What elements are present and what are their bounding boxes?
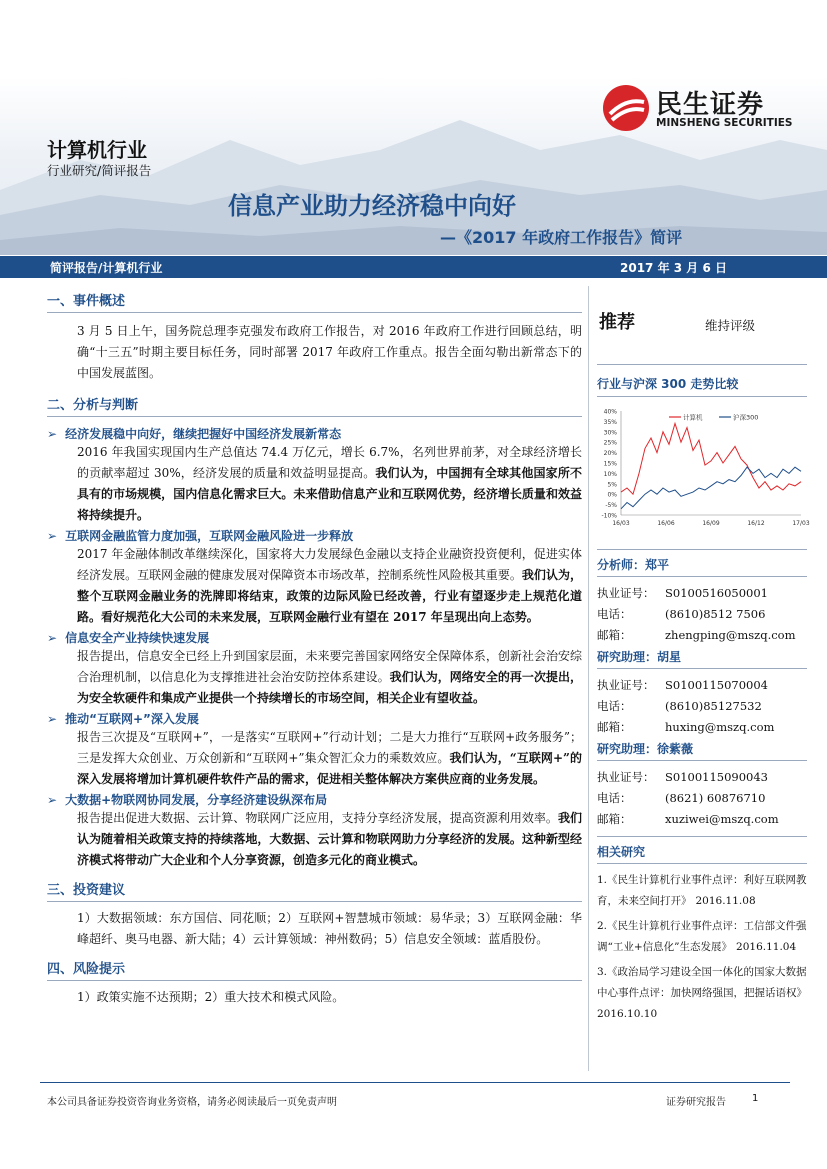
bullet-heading-text: 推动“互联网+”深入发展 [65, 712, 199, 726]
sidebar-divider [597, 863, 807, 864]
bullet-paragraph-4 [77, 727, 582, 790]
legend-label: 计算机 [683, 413, 703, 422]
footer-disclaimer: 本公司具备证券投资咨询业务资格，请务必阅读最后一页免责声明 [47, 1097, 337, 1108]
analyst-2-role: 研究助理：胡星 [597, 650, 682, 664]
mail-label: 邮箱： [597, 812, 632, 826]
analyst-2-info [597, 675, 807, 738]
analyst-3-role: 研究助理：徐紫薇 [597, 742, 694, 756]
section-divider [47, 416, 582, 417]
related-item-date: 2016.11.08 [695, 895, 756, 907]
tel-row [597, 788, 807, 809]
bullet-heading-1 [47, 425, 582, 442]
section-title-4: 四、风险提示 [47, 962, 126, 977]
brand-name-en: MINSHENG SECURITIES [656, 117, 793, 129]
brand-name-cn: 民生证券 [656, 90, 765, 120]
sidebar-divider [597, 760, 807, 761]
analyst-1-role: 分析师：郑平 [597, 558, 670, 572]
page-number: 1 [752, 1093, 759, 1104]
y-tick-label: -10% [601, 512, 617, 520]
analyst-1-info [597, 583, 807, 646]
section-divider [47, 901, 582, 902]
main-column [47, 290, 582, 1008]
sidebar-divider [597, 836, 807, 837]
related-item-date: 2016.10.10 [597, 1008, 658, 1020]
bullet-heading-text: 信息安全产业持续快速发展 [65, 631, 210, 645]
related-research-list [597, 870, 807, 1025]
tel-label: 电话： [597, 791, 632, 805]
y-tick-label: 25% [603, 439, 617, 447]
section-title-2: 二、分析与判断 [47, 398, 139, 413]
y-tick-label: 35% [603, 418, 617, 426]
trend-chart [589, 403, 810, 535]
report-type: 行业研究/简评报告 [47, 163, 152, 178]
x-tick-label: 16/03 [612, 520, 630, 527]
mail-label: 邮箱： [597, 628, 632, 642]
y-tick-label: -5% [605, 502, 617, 510]
sidebar [597, 300, 810, 1025]
y-tick-label: 40% [603, 408, 617, 416]
paragraph-plain: 报告三次提及“互联网+”，一是落实“互联网+”行动计划；二是大力推行“互联网+政务服务”；三是发挥大众创业、万众创新和“互联网+”集众智汇众力的乘数效应。 [77, 730, 582, 765]
related-item[interactable] [597, 916, 807, 958]
sidebar-divider [597, 364, 807, 365]
mail-link[interactable]: xuziwei@mszq.com [665, 812, 779, 826]
bullet-heading-text: 经济发展稳中向好，继续把握好中国经济发展新常态 [65, 427, 342, 441]
paragraph-bold: 我们认为，“互联网+”的深入发展将增加计算机硬件软件产品的需求，促进相关整体解决方案供应商的业务发展。 [77, 751, 582, 786]
related-item-date: 2016.11.04 [736, 941, 797, 953]
bullet-heading-3 [47, 629, 582, 646]
rating-label: 推荐 [599, 312, 635, 333]
bullet-paragraph-5 [77, 808, 582, 871]
bullet-heading-text: 大数据+物联网协同发展，分享经济建设纵深布局 [65, 793, 328, 807]
tel-label: 电话： [597, 607, 632, 621]
sidebar-divider [597, 549, 807, 550]
y-tick-label: 20% [603, 450, 617, 458]
arrow-bullet-icon: ➢ [47, 793, 58, 807]
tel-label: 电话： [597, 699, 632, 713]
chart-title: 行业与沪深 300 走势比较 [597, 377, 739, 391]
mail-row [597, 625, 807, 646]
series-line-industry [621, 424, 801, 495]
x-tick-label: 16/06 [657, 520, 675, 527]
section-divider [47, 980, 582, 981]
tel-row [597, 696, 807, 717]
sidebar-divider [597, 576, 807, 577]
bullet-paragraph-2 [77, 544, 582, 628]
cert-label: 执业证号： [597, 586, 655, 600]
tel-value: (8610)85127532 [665, 699, 762, 713]
report-title: 信息产业助力经济稳中向好 [228, 192, 516, 220]
footer-report-label: 证券研究报告 [666, 1097, 726, 1108]
section-title-1: 一、事件概述 [47, 294, 126, 309]
bullet-heading-text: 互联网金融监管力度加强，互联网金融风险进一步释放 [65, 529, 354, 543]
tel-value: (8621) 60876710 [665, 791, 766, 805]
arrow-bullet-icon: ➢ [47, 712, 58, 726]
related-research-title: 相关研究 [597, 845, 646, 859]
bullet-paragraph-1 [77, 442, 582, 526]
industry-title: 计算机行业 [47, 138, 147, 162]
event-overview-text: 3 月 5 日上午，国务院总理李克强发布政府工作报告，对 2016 年政府工作进行回顾总结，明确“十三五”时期主要目标任务，同时部署 2017 年政府工作重点。报告全面勾勒出新常态下的中国发展蓝图。 [77, 324, 582, 380]
paragraph-bold: 我们认为，中国拥有全球其他国家所不具有的市场规模，国内信息化需求巨大。未来借助信息产业和互联网优势，经济增长质量和效益将持续提升。 [77, 466, 582, 522]
sidebar-divider [597, 396, 807, 397]
related-item-text[interactable]: 3.《政治局学习建设全国一体化的国家大数据中心事件点评：加快网络强国，把握话语权》 [597, 966, 807, 999]
sidebar-divider [597, 668, 807, 669]
x-tick-label: 16/12 [747, 520, 765, 527]
cert-value: S0100115070004 [665, 678, 768, 692]
footer-divider [40, 1082, 790, 1083]
mail-row [597, 717, 807, 738]
paragraph-plain: 2016 年我国实现国内生产总值达 74.4 万亿元，增长 6.7%，名列世界前茅，对全球经济增长的贡献率超过 30%，经济发展的质量和效益明显提高。 [77, 445, 582, 480]
band-category: 简评报告/计算机行业 [50, 261, 163, 275]
paragraph-plain: 报告提出促进大数据、云计算、物联网广泛应用，支持分享经济发展，提高资源利用效率。 [77, 811, 558, 825]
minsheng-logo-icon [602, 84, 650, 132]
section-divider [47, 312, 582, 313]
bullet-paragraph-3 [77, 646, 582, 709]
related-item[interactable] [597, 962, 807, 1025]
related-item-text[interactable]: 2.《民生计算机行业事件点评：工信部文件强调“工业+信息化”生态发展》 [597, 920, 807, 953]
paragraph-bold: 我们认为随着相关政策支持的持续落地，大数据、云计算和物联网助力分享经济的发展。这种新型经济模式将带动广大企业和个人分享资源，创造多元化的商业模式。 [77, 811, 582, 867]
y-tick-label: 15% [603, 460, 617, 468]
arrow-bullet-icon: ➢ [47, 427, 58, 441]
bullet-heading-4 [47, 710, 582, 727]
header-band [0, 256, 827, 278]
cert-label: 执业证号： [597, 678, 655, 692]
arrow-bullet-icon: ➢ [47, 631, 58, 645]
y-tick-label: 0% [607, 491, 617, 499]
cert-label: 执业证号： [597, 770, 655, 784]
related-item[interactable] [597, 870, 807, 912]
related-item-text[interactable]: 1.《民生计算机行业事件点评：利好互联网教育，未来空间打开》 [597, 874, 807, 907]
mail-row [597, 809, 807, 830]
paragraph-plain: 2017 年金融体制改革继续深化，国家将大力发展绿色金融以支持企业融资投资便利，促进实体经济发展。互联网金融的健康发展对保障资本市场改革，控制系统性风险极其重要。 [77, 547, 582, 582]
bullet-heading-2 [47, 527, 582, 544]
bullet-heading-5 [47, 791, 582, 808]
paragraph-bold: 我们认为，整个互联网金融业务的洗牌即将结束，政策的边际风险已经改善，行业有望逐步走上规范化道路。看好规范化大公司的未来发展，互联网金融行业有望在 2017 年呈现出向上态势。 [77, 568, 582, 624]
analyst-3-info [597, 767, 807, 830]
section-title-3: 三、投资建议 [47, 883, 126, 898]
arrow-bullet-icon: ➢ [47, 529, 58, 543]
paragraph-plain: 报告提出，信息安全已经上升到国家层面，未来要完善国家网络安全保障体系，创新社会治安综合治理机制，以信息化为支撑推进社会治安防控体系建设。 [77, 649, 582, 684]
risk-text: 1）政策实施不达预期；2）重大技术和模式风险。 [77, 990, 345, 1004]
y-tick-label: 10% [603, 470, 617, 478]
x-tick-label: 17/03 [792, 520, 810, 527]
mail-link[interactable]: zhengping@mszq.com [665, 628, 796, 642]
cert-value: S0100115090043 [665, 770, 768, 784]
y-tick-label: 30% [603, 429, 617, 437]
x-tick-label: 16/09 [702, 520, 720, 527]
investment-advice-text: 1）大数据领域：东方国信、同花顺；2）互联网+智慧城市领域：易华录；3）互联网金融：华峰超纤、奥马电器、新大陆；4）云计算领域：神州数码；5）信息安全领域：蓝盾股份。 [77, 911, 582, 946]
cert-value: S0100516050001 [665, 586, 768, 600]
mail-label: 邮箱： [597, 720, 632, 734]
report-subtitle: —《2017 年政府工作报告》简评 [440, 228, 683, 247]
legend-label: 沪深300 [733, 413, 759, 422]
rating-action: 维持评级 [705, 318, 756, 333]
tel-value: (8610)8512 7506 [665, 607, 766, 621]
brand-logo [602, 84, 650, 136]
tel-row [597, 604, 807, 625]
cert-row [597, 583, 807, 604]
y-tick-label: 5% [607, 481, 617, 489]
cert-row [597, 675, 807, 696]
mail-link[interactable]: huxing@mszq.com [665, 720, 775, 734]
rating-box [597, 300, 807, 340]
band-date: 2017 年 3 月 6 日 [620, 261, 727, 275]
paragraph-bold: 我们认为，网络安全的再一次提出，为安全软硬件和集成产业提供一个持续增长的市场空间，相关企业有望收益。 [77, 670, 582, 705]
cert-row [597, 767, 807, 788]
